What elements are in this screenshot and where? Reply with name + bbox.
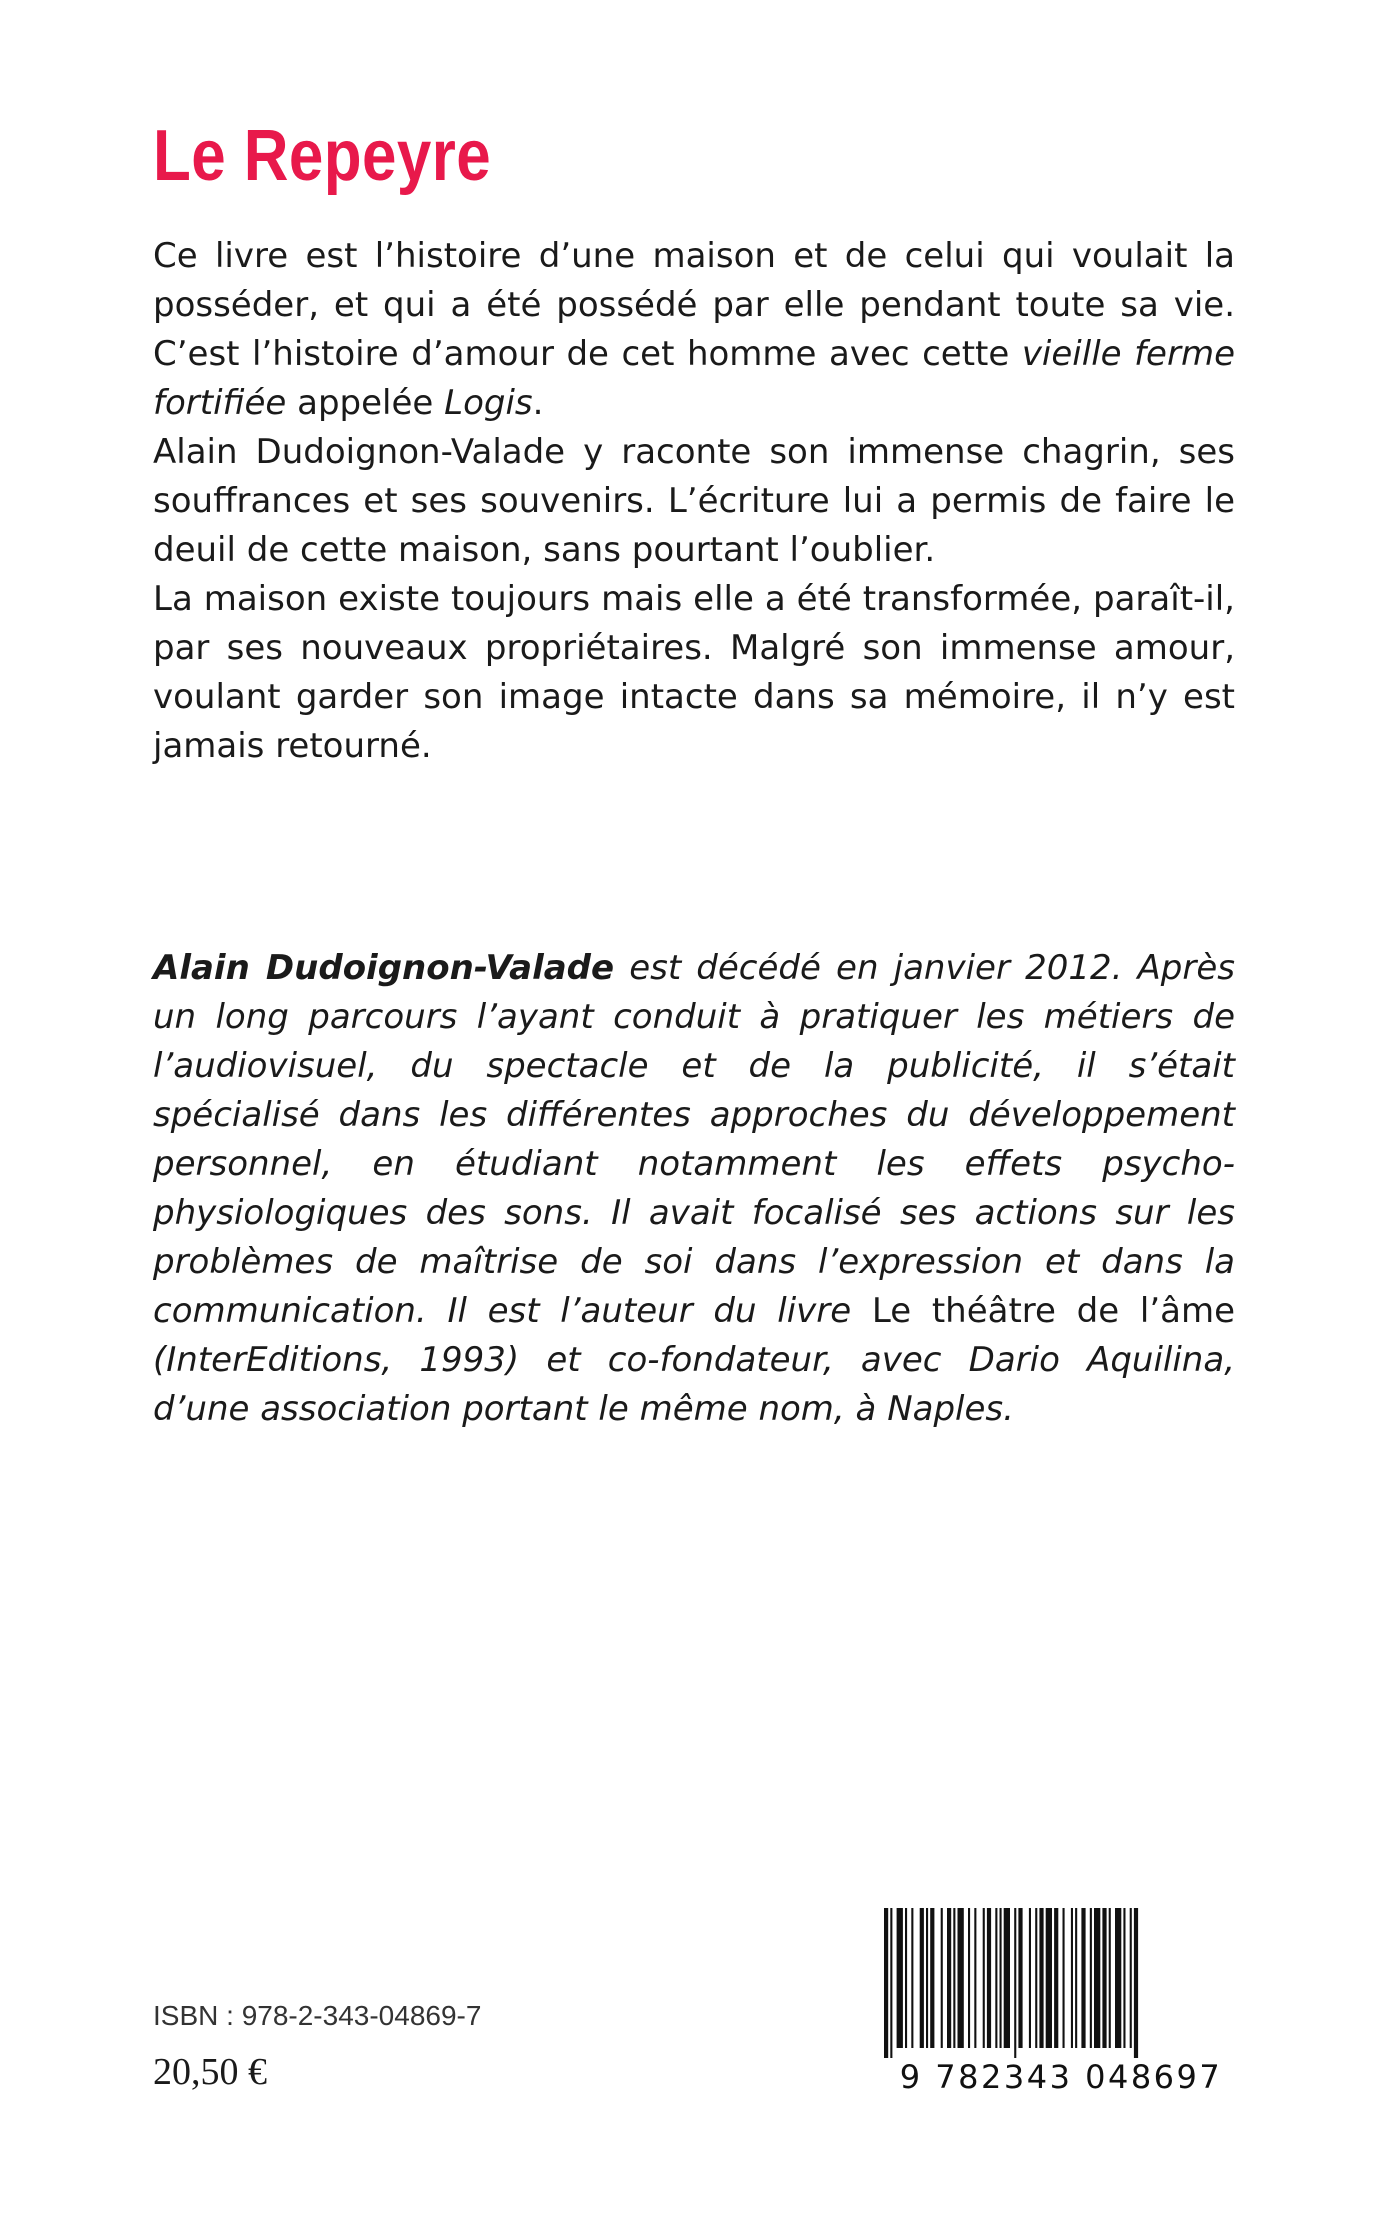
isbn-label: ISBN : 978-2-343-04869-7 — [153, 2000, 482, 2031]
blurb-paragraph-3: La maison existe toujours mais elle a été transformée, paraît-il, par ses nouveaux propriétaires. Malgré son immense amour, voulant garder son image intacte dans sa mémoire, il n’y est jamais retourné. — [153, 579, 1235, 766]
book-blurb — [153, 232, 1235, 771]
barcode-digits: 9 782343 048697 — [899, 2058, 1223, 2096]
cited-book-title: Le théâtre de l’âme — [871, 1291, 1235, 1331]
barcode-bars — [880, 1908, 1242, 2058]
blurb-paragraph-1: Ce livre est l’histoire d’une maison et de celui qui voulait la posséder, et qui a été possédé par elle pendant toute sa vie. C’est l’histoire d’amour de cet homme avec cette vieille ferme fortifiée appelée Logis. — [153, 236, 1235, 423]
author-biography: Alain Dudoignon-Valade est décédé en janvier 2012. Après un long parcours l’ayant conduit à pratiquer les métiers de l’audiovisuel, du spectacle et de la publicité, il s’était spécialisé dans les différentes approches du développement personnel, en étudiant notamment les effets psycho-physiologiques des sons. Il avait focalisé ses actions sur les problèmes de maîtrise de soi dans l’expression et dans la communication. Il est l’auteur du livre Le théâtre de l’âme (InterEditions, 1993) et co-fondateur, avec Dario Aquilina, d’une association portant le même nom, à Naples. — [153, 948, 1236, 1429]
book-title: Le Repeyre — [153, 116, 492, 196]
author-name: Alain Dudoignon-Valade — [153, 948, 615, 988]
price-label: 20,50 € — [153, 2051, 267, 2093]
blurb-paragraph-2: Alain Dudoignon-Valade y raconte son immense chagrin, ses souffrances et ses souvenirs. L’écriture lui a permis de faire le deuil de cette maison, sans pourtant l’oublier. — [153, 432, 1235, 570]
